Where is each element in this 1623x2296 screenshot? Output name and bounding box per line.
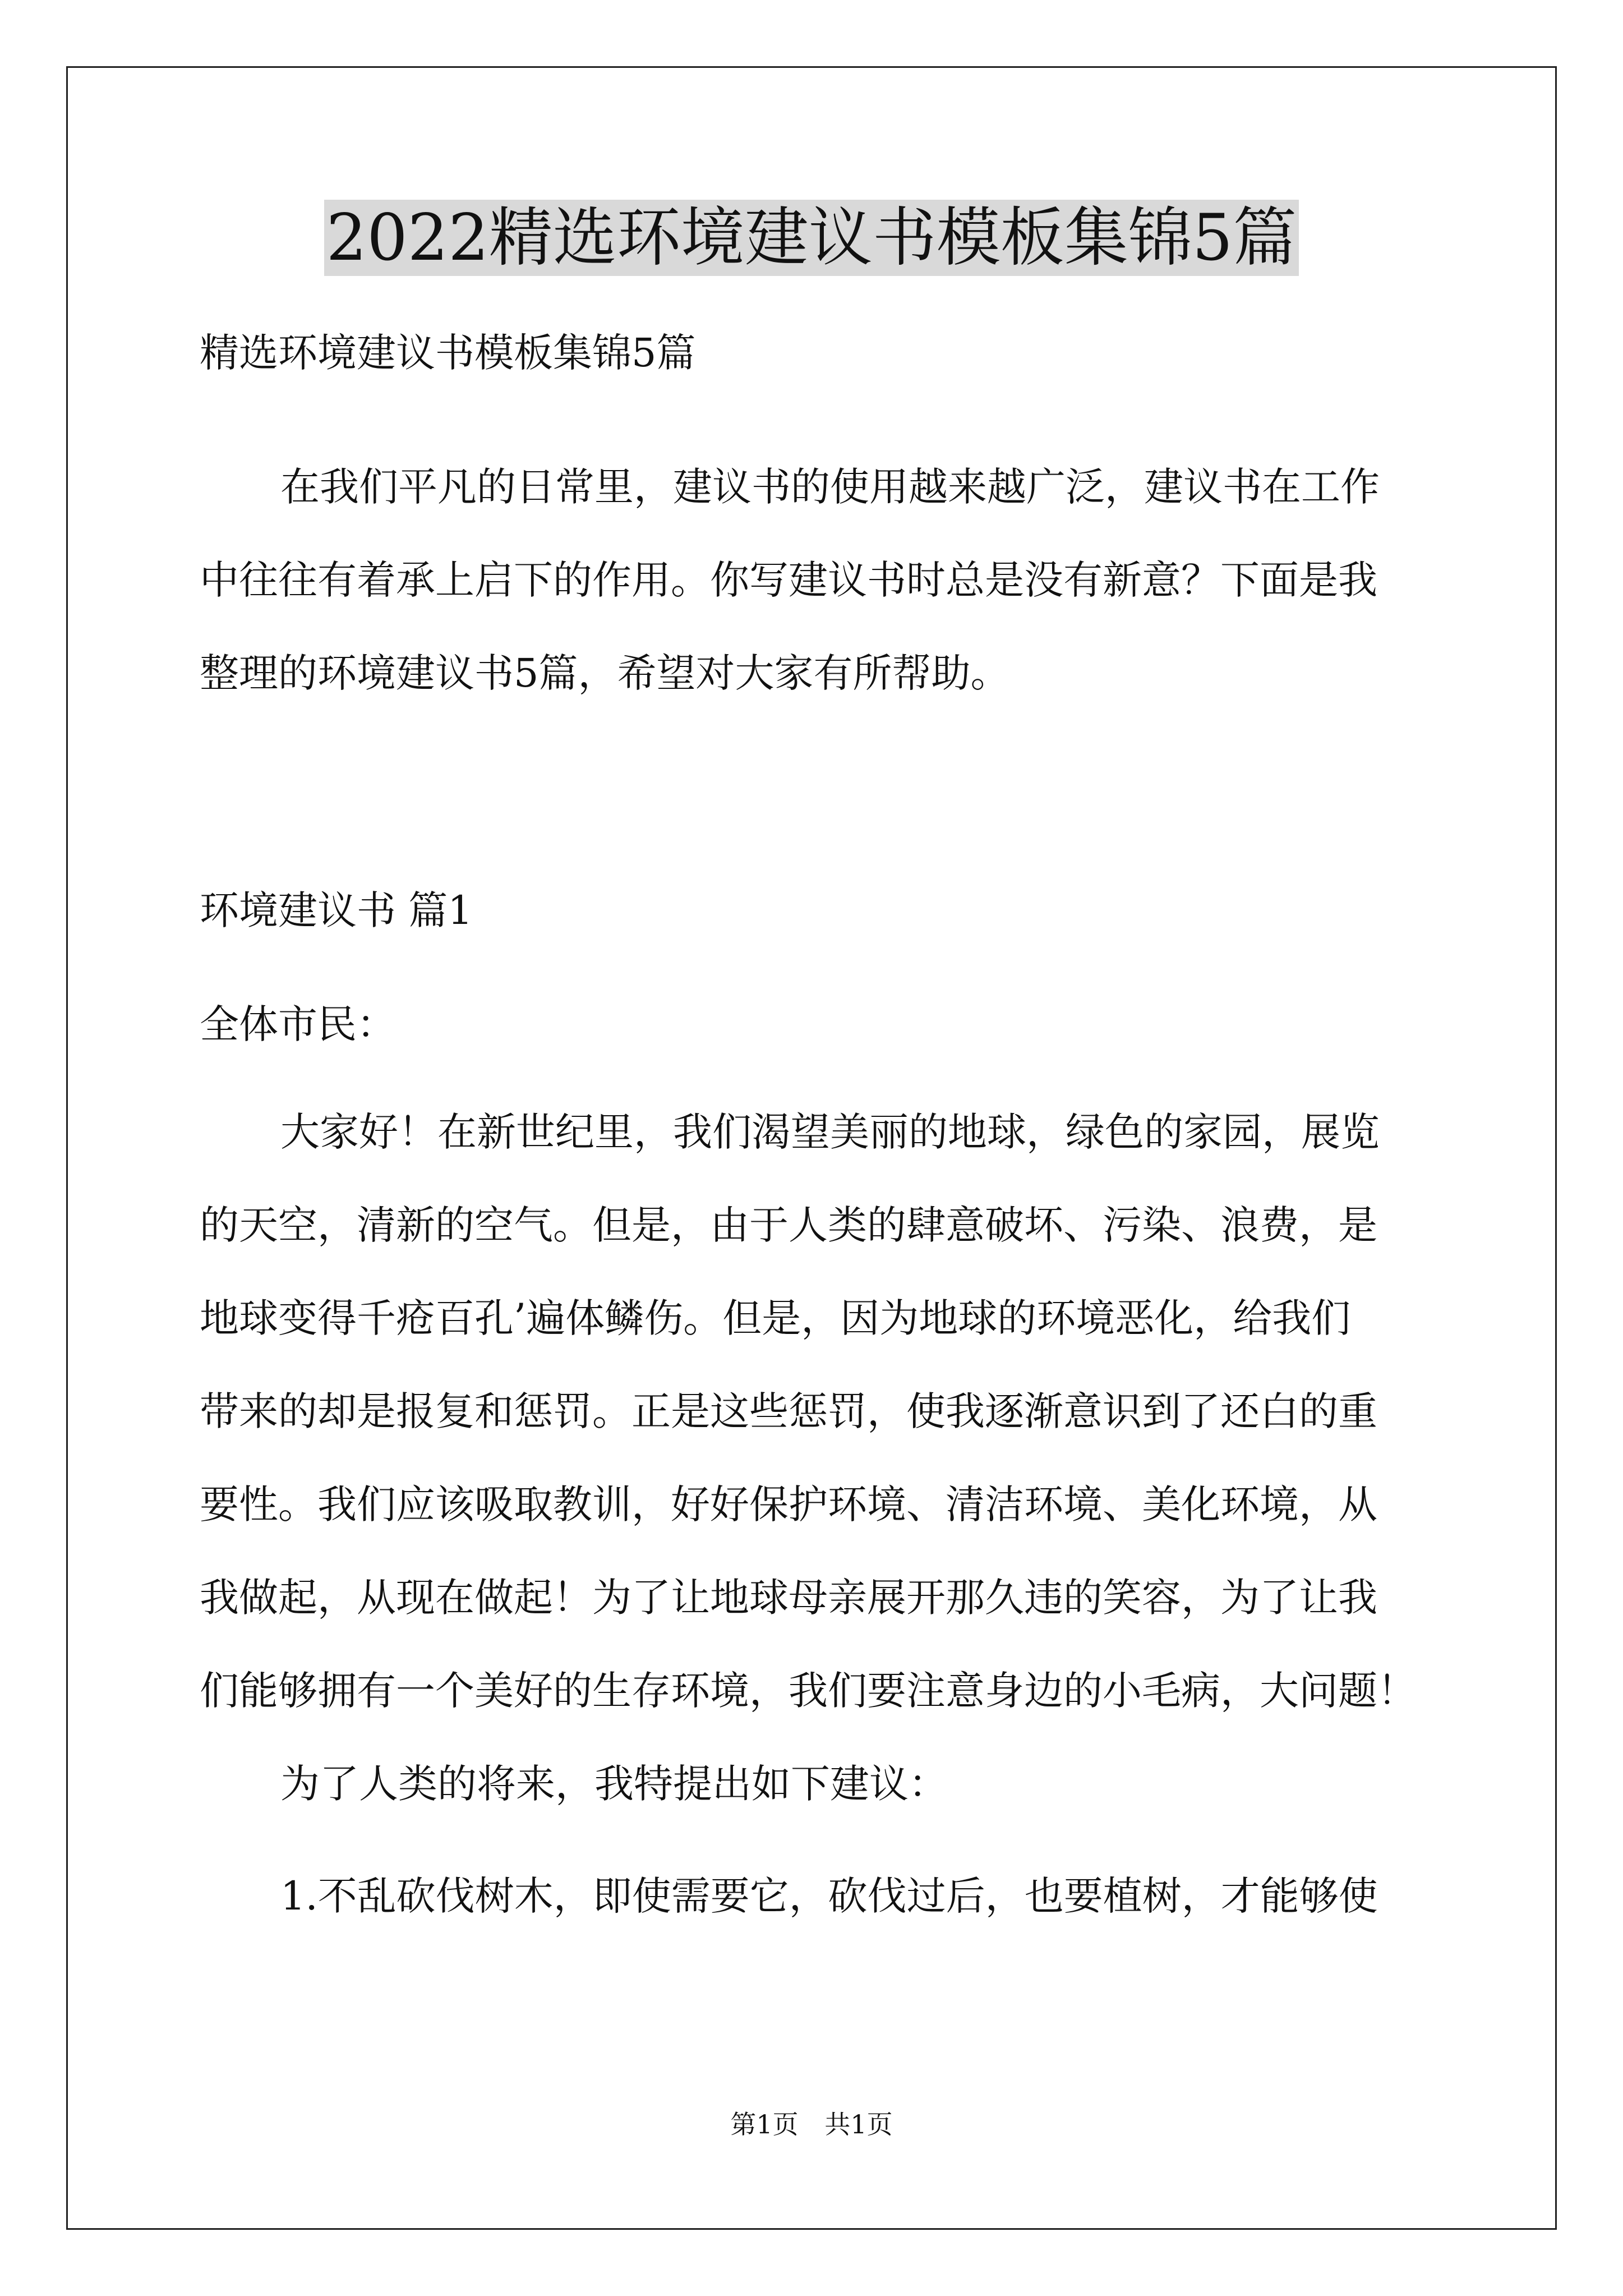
body-line: 我做起，从现在做起！为了让地球母亲展开那久违的笑容，为了让我 <box>200 1575 1377 1621</box>
body-line: 的天空，清新的空气。但是，由于人类的肆意破坏、污染、浪费，是 <box>200 1202 1377 1248</box>
proposal-intro <box>200 1737 1433 1830</box>
proposal-intro-text: 为了人类的将来，我特提出如下建议： <box>280 1761 948 1807</box>
salutation-text: 全体市民： <box>200 1001 396 1047</box>
intro-line: 中往往有着承上启下的作用。你写建议书时总是没有新意？下面是我 <box>200 557 1377 603</box>
document-subtitle <box>200 306 1433 399</box>
proposal-item-text: 1.不乱砍伐树木，即使需要它，砍伐过后，也要植树，才能够使 <box>280 1873 1378 1919</box>
proposal-item <box>200 1849 1433 1943</box>
salutation <box>200 978 1433 1071</box>
subtitle-line: 精选环境建议书模板集锦5篇 <box>200 330 696 376</box>
section-heading <box>200 864 1433 957</box>
body-line: 大家好！在新世纪里，我们渴望美丽的地球，绿色的家园，展览 <box>280 1109 1380 1155</box>
body-line: 们能够拥有一个美好的生存环境，我们要注意身边的小毛病，大问题！ <box>200 1668 1417 1714</box>
body-line: 带来的却是报复和惩罚。正是这些惩罚，使我逐渐意识到了还白的重 <box>200 1388 1377 1434</box>
body-paragraph <box>200 1085 1433 1737</box>
section-heading-text: 环境建议书 篇1 <box>200 887 473 933</box>
body-line: 要性。我们应该吸取教训，好好保护环境、清洁环境、美化环境，从 <box>200 1481 1377 1527</box>
page-total: 共1页 <box>824 2109 893 2139</box>
document-title <box>0 200 1623 276</box>
body-line: 地球变得千疮百孔’遍体鳞伤。但是，因为地球的环境恶化，给我们 <box>200 1295 1351 1341</box>
document-title-text: 2022精选环境建议书模板集锦5篇 <box>324 200 1299 276</box>
page-number: 第1页 <box>730 2109 799 2139</box>
page-footer <box>0 2108 1623 2141</box>
intro-line: 整理的环境建议书5篇，希望对大家有所帮助。 <box>200 650 1010 696</box>
intro-paragraph <box>200 440 1433 720</box>
intro-line: 在我们平凡的日常里，建议书的使用越来越广泛，建议书在工作 <box>280 464 1380 510</box>
